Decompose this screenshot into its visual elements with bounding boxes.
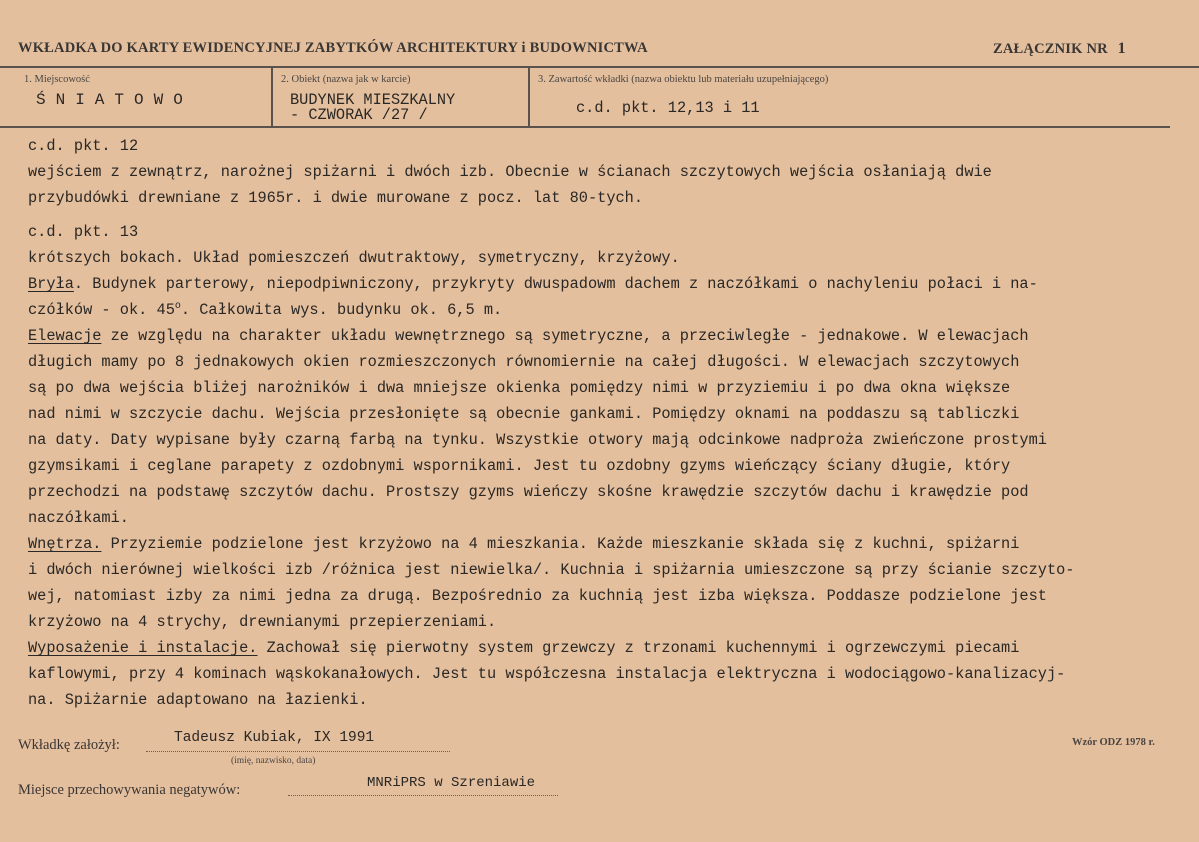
storage-value: MNRiPRS w Szreniawie (367, 775, 536, 791)
storage-label: Miejsce przechowywania negatywów: (18, 782, 241, 798)
object-value-line2: - CZWORAK /27 / (290, 106, 428, 124)
author-value: Tadeusz Kubiak, IX 1991 (174, 730, 375, 746)
text-span: . Budynek parterowy, niepodpiwniczony, przykryty dwuspadowm dachem z naczółkami o nachyleniu połaci i na- (73, 275, 1038, 293)
field-divider-1 (271, 68, 273, 126)
form-model: Wzór ODZ 1978 r. (1072, 737, 1155, 748)
text-line: przybudówki drewniane z 1965r. i dwie murowane z pocz. lat 80-tych. (28, 189, 644, 207)
text-line: są po dwa wejścia bliżej narożników i dwa mniejsze okienka pomiędzy nimi w przyziemiu i po dwa okna większe (28, 379, 1011, 397)
form-title: WKŁADKA DO KARTY EWIDENCYJNEJ ZABYTKÓW ARCHITEKTURY i BUDOWNICTWA (18, 40, 648, 56)
section-12-heading: c.d. pkt. 12 (28, 137, 139, 155)
field-divider-2 (528, 68, 530, 126)
annex-label-text: ZAŁĄCZNIK NR (993, 41, 1108, 57)
text-line: na. Spiżarnie adaptowano na łazienki. (28, 691, 368, 709)
degree-mark: o (174, 300, 181, 312)
wnetrza-heading: Wnętrza. (28, 535, 102, 553)
author-dotted-line (146, 751, 450, 752)
text-line: i dwóch nierównej wielkości izb /różnica jest niewielka/. Kuchnia i spiżarnia umieszczone są przy ścianie szczyto- (28, 561, 1075, 579)
body-text (28, 133, 1188, 713)
text-line: nad nimi w szczycie dachu. Wejścia przesłonięte są obecnie gankami. Pomiędzy oknami na poddaszu są tabliczki (28, 405, 1020, 423)
locality-value: ŚNIATOWO (36, 91, 193, 109)
bryla-line-2 (28, 297, 1188, 323)
bryla-heading: Bryła (28, 275, 74, 293)
text-span: Przyziemie podzielone jest krzyżowo na 4 mieszkania. Każde mieszkanie składa się z kuchni, spiżarni (101, 535, 1020, 553)
storage-dotted-line (288, 795, 558, 796)
wyposazenie-heading: Wyposażenie i instalacje. (28, 639, 258, 657)
annex-label (993, 40, 1126, 58)
text-span: ze względu na charakter układu wewnętrznego są symetryczne, a przeciwległe - jednakowe. W elewacjach (101, 327, 1029, 345)
elewacje-heading: Elewacje (28, 327, 102, 345)
text-span: czółków - ok. 45 (28, 301, 175, 319)
text-span: Zachował się pierwotny system grzewczy z trzonami kuchennymi i ogrzewczymi piecami (257, 639, 1020, 657)
author-sublabel: (imię, nazwisko, data) (231, 756, 316, 766)
text-line: gzymsikami i ceglane parapety z ozdobnymi wspornikami. Jest tu ozdobny gzyms wieńczący ściany długie, który (28, 457, 1011, 475)
author-label: Wkładkę założył: (18, 737, 120, 753)
text-line: krzyżowo na 4 strychy, drewnianymi przepierzeniami. (28, 613, 497, 631)
locality-label: 1. Miejscowość (24, 74, 90, 85)
text-line: naczółkami. (28, 509, 129, 527)
wyposazenie-line (28, 635, 1188, 661)
text-line: krótszych bokach. Układ pomieszczeń dwutraktowy, symetryczny, krzyżowy. (28, 249, 680, 267)
text-line: kaflowymi, przy 4 kominach wąskokanałowych. Jest tu współczesna instalacja elektryczna i wodociągowo-kanalizacyj- (28, 665, 1066, 683)
annex-number: 1 (1117, 40, 1126, 57)
contents-label: 3. Zawartość wkładki (nazwa obiektu lub materiału uzupełniającego) (538, 74, 829, 85)
object-value-line1: BUDYNEK MIESZKALNY (290, 91, 456, 109)
section-13-heading: c.d. pkt. 13 (28, 223, 139, 241)
header-rule-bottom (0, 126, 1170, 128)
text-line: wej, natomiast izby za nimi jedna za drugą. Bezpośrednio za kuchnią jest izba większa. Poddasze podzielone jest (28, 587, 1047, 605)
wnetrza-line (28, 531, 1188, 557)
text-line: wejściem z zewnątrz, narożnej spiżarni i dwóch izb. Obecnie w ścianach szczytowych wejścia osłaniają dwie (28, 163, 992, 181)
text-span: . Całkowita wys. budynku ok. 6,5 m. (180, 301, 503, 319)
contents-value: c.d. pkt. 12,13 i 11 (576, 99, 760, 117)
text-line: na daty. Daty wypisane były czarną farbą na tynku. Wszystkie otwory mają odcinkowe nadproża zwieńczone prostymi (28, 431, 1047, 449)
object-label: 2. Obiekt (nazwa jak w karcie) (281, 74, 411, 85)
text-line: długich mamy po 8 jednakowych okien rozmieszczonych równomiernie na całej długości. W elewacjach szczytowych (28, 353, 1020, 371)
text-line: przechodzi na podstawę szczytów dachu. Prostszy gzyms wieńczy skośne krawędzie szczytów dachu i krawędzie pod (28, 483, 1029, 501)
header-rule-top (0, 66, 1199, 68)
bryla-line (28, 271, 1188, 297)
elewacje-line (28, 323, 1188, 349)
